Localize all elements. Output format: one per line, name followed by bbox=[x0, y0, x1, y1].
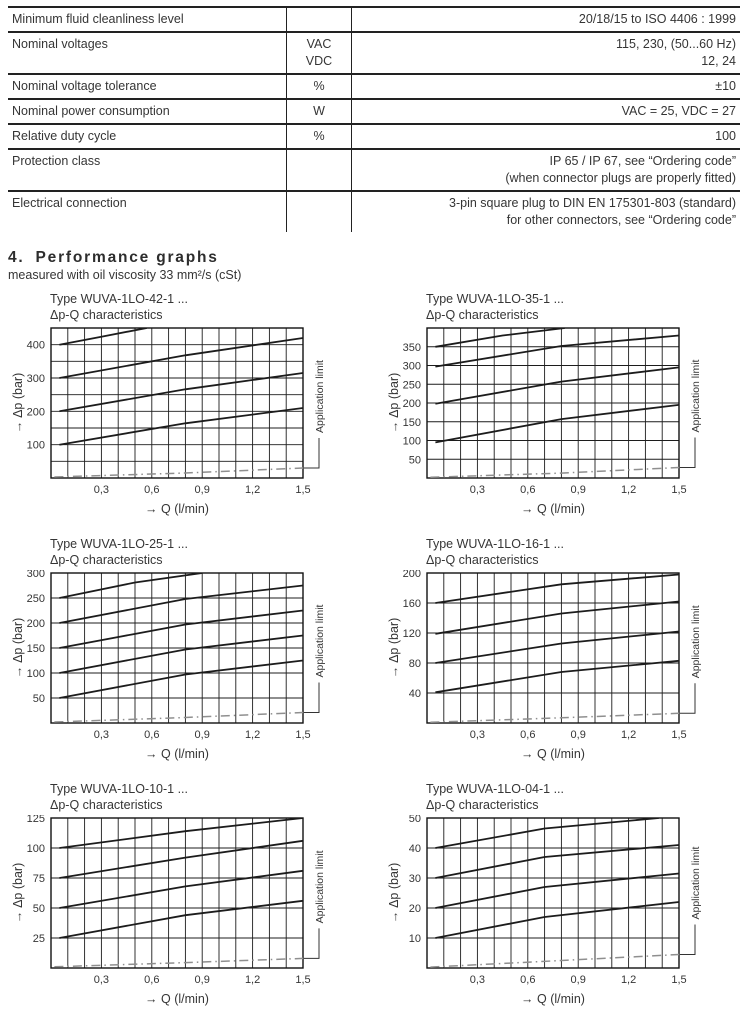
curves bbox=[59, 328, 303, 445]
curve-30bar bbox=[435, 845, 679, 878]
y-tick-label: 125 bbox=[26, 815, 45, 825]
y-tick-label: 50 bbox=[32, 903, 45, 915]
spec-value-line: VAC = 25, VDC = 27 bbox=[621, 104, 736, 118]
spec-label: Nominal voltage tolerance bbox=[12, 79, 157, 93]
x-tick-label: 0,3 bbox=[93, 974, 110, 986]
x-tick-label: 1,5 bbox=[295, 729, 311, 741]
y-axis-label: → Δp (bar) bbox=[11, 617, 25, 679]
section-number: 4. bbox=[8, 249, 25, 266]
spec-label: Nominal power consumption bbox=[12, 104, 170, 118]
chart-title: Type WUVA-1LO-35-1 ... bbox=[426, 292, 565, 306]
spec-unit bbox=[286, 150, 352, 190]
grid bbox=[427, 573, 679, 723]
curve-40bar bbox=[435, 818, 658, 848]
chart-subtitle: Δp-Q characteristics bbox=[50, 553, 163, 567]
x-tick-label: 0,9 bbox=[194, 484, 210, 496]
curve-100bar bbox=[59, 408, 303, 445]
plot-frame bbox=[51, 818, 303, 968]
table-row bbox=[8, 8, 740, 33]
x-tick-label: 1,5 bbox=[671, 729, 687, 741]
x-tick-label: 1,2 bbox=[244, 484, 261, 496]
spec-label: Relative duty cycle bbox=[12, 129, 117, 143]
annotation-leader-line bbox=[304, 683, 319, 713]
curves bbox=[59, 573, 303, 698]
x-tick-label: 0,9 bbox=[194, 729, 210, 741]
spec-value bbox=[352, 8, 740, 31]
y-tick-label: 250 bbox=[26, 593, 45, 605]
x-axis-label: → Q (l/min) bbox=[521, 992, 585, 1006]
y-tick-label: 250 bbox=[402, 379, 421, 392]
curve-200bar bbox=[59, 373, 303, 411]
y-axis-label: → Δp (bar) bbox=[11, 862, 25, 924]
x-tick-label: 0,3 bbox=[469, 484, 486, 496]
y-axis-label: → Δp (bar) bbox=[387, 862, 401, 924]
y-tick-label: 40 bbox=[408, 688, 421, 700]
y-tick-label: 10 bbox=[408, 933, 421, 945]
x-tick-label: 1,5 bbox=[295, 484, 311, 496]
x-tick-label: 0,9 bbox=[570, 729, 586, 741]
chart-plot bbox=[8, 570, 368, 764]
x-tick-label: 0,6 bbox=[520, 974, 536, 986]
plot-frame bbox=[427, 818, 679, 968]
y-tick-label: 300 bbox=[26, 570, 45, 580]
y-tick-label: 200 bbox=[402, 570, 421, 580]
spec-unit-line: % bbox=[313, 129, 325, 143]
performance-graphs bbox=[8, 291, 748, 1009]
spec-value bbox=[352, 75, 740, 98]
spec-unit-line: VAC bbox=[306, 37, 332, 51]
curve-400bar bbox=[59, 328, 146, 345]
curve-25bar bbox=[59, 901, 303, 938]
x-axis-label: → Q (l/min) bbox=[521, 747, 585, 761]
x-tick-label: 0,6 bbox=[144, 484, 160, 496]
chart-wuva-1lo-25-1 bbox=[8, 536, 370, 764]
spec-value bbox=[352, 125, 740, 148]
x-tick-label: 1,2 bbox=[620, 729, 637, 741]
chart-wuva-1lo-16-1 bbox=[384, 536, 746, 764]
spec-value-line: 3-pin square plug to DIN EN 175301-803 (standard) bbox=[449, 196, 736, 210]
spec-label: Minimum fluid cleanliness level bbox=[12, 12, 184, 26]
annotation-leader-line bbox=[304, 438, 319, 468]
y-tick-label: 30 bbox=[408, 873, 421, 885]
chart-wuva-1lo-35-1 bbox=[384, 291, 746, 519]
y-tick-label: 200 bbox=[26, 618, 45, 630]
x-tick-label: 1,5 bbox=[295, 974, 311, 986]
y-tick-label: 150 bbox=[402, 416, 421, 429]
y-tick-label: 25 bbox=[32, 933, 45, 945]
spec-unit-line: % bbox=[313, 79, 325, 93]
y-tick-label: 120 bbox=[402, 628, 421, 640]
chart-title: Type WUVA-1LO-10-1 ... bbox=[50, 782, 189, 796]
x-tick-label: 0,3 bbox=[93, 729, 110, 741]
y-tick-label: 300 bbox=[402, 360, 421, 373]
x-tick-label: 1,2 bbox=[244, 729, 261, 741]
curve-160bar bbox=[435, 575, 679, 604]
application-limit-line bbox=[430, 468, 679, 478]
y-tick-label: 50 bbox=[32, 693, 45, 705]
chart-title: Type WUVA-1LO-16-1 ... bbox=[426, 537, 565, 551]
y-tick-label: 150 bbox=[26, 643, 45, 655]
chart-subtitle: Δp-Q characteristics bbox=[50, 798, 163, 812]
curve-200bar bbox=[435, 367, 679, 403]
y-tick-label: 400 bbox=[26, 339, 45, 352]
curve-120bar bbox=[435, 602, 679, 634]
spec-value-line: 100 bbox=[715, 129, 736, 143]
chart-subtitle: Δp-Q characteristics bbox=[426, 798, 539, 812]
curve-300bar bbox=[59, 338, 303, 378]
curves bbox=[435, 328, 679, 442]
grid bbox=[51, 328, 303, 478]
y-tick-label: 100 bbox=[26, 843, 45, 855]
x-tick-label: 0,6 bbox=[144, 729, 160, 741]
curve-350bar bbox=[435, 328, 564, 347]
y-tick-label: 100 bbox=[26, 668, 45, 680]
table-row bbox=[8, 33, 740, 75]
grid bbox=[427, 818, 679, 968]
curve-50bar bbox=[59, 871, 303, 908]
application-limit-line bbox=[54, 468, 303, 477]
x-axis-label: → Q (l/min) bbox=[145, 747, 209, 761]
spec-unit-line: VDC bbox=[305, 54, 333, 68]
chart-subtitle: Δp-Q characteristics bbox=[426, 553, 539, 567]
x-axis-label: → Q (l/min) bbox=[145, 502, 209, 516]
y-tick-label: 160 bbox=[402, 598, 421, 610]
application-limit-label: Application limit bbox=[314, 850, 326, 924]
spec-table bbox=[8, 6, 740, 232]
chart-plot bbox=[384, 325, 744, 519]
y-axis-label: → Δp (bar) bbox=[387, 372, 401, 434]
spec-value-line: (when connector plugs are properly fitted) bbox=[505, 171, 736, 185]
x-tick-label: 0,6 bbox=[144, 974, 160, 986]
x-tick-label: 1,2 bbox=[244, 974, 261, 986]
x-tick-label: 0,3 bbox=[93, 484, 110, 496]
chart-subtitle: Δp-Q characteristics bbox=[50, 308, 163, 322]
y-tick-label: 50 bbox=[408, 454, 421, 467]
x-tick-label: 0,3 bbox=[469, 974, 486, 986]
application-limit-line bbox=[54, 713, 303, 723]
application-limit-label: Application limit bbox=[690, 359, 702, 433]
spec-unit bbox=[286, 192, 352, 232]
chart-subtitle: Δp-Q characteristics bbox=[426, 308, 539, 322]
spec-value-line: ±10 bbox=[715, 79, 736, 93]
x-tick-label: 0,3 bbox=[469, 729, 486, 741]
y-tick-label: 80 bbox=[408, 658, 421, 670]
table-row bbox=[8, 125, 740, 150]
grid bbox=[427, 328, 679, 478]
x-tick-label: 0,9 bbox=[570, 484, 586, 496]
application-limit-label: Application limit bbox=[690, 846, 702, 920]
annotation-leader-line bbox=[304, 928, 319, 958]
datasheet-page bbox=[0, 6, 748, 1006]
spec-unit bbox=[286, 8, 352, 31]
section-title: Performance graphs bbox=[35, 249, 219, 266]
section-subtitle: measured with oil viscosity 33 mm²/s (cSt) bbox=[8, 268, 242, 282]
table-row bbox=[8, 75, 740, 100]
x-tick-label: 0,9 bbox=[194, 974, 210, 986]
annotation-leader-line bbox=[680, 438, 695, 468]
x-tick-label: 1,2 bbox=[620, 974, 637, 986]
chart-plot bbox=[8, 815, 368, 1009]
y-tick-label: 40 bbox=[408, 843, 421, 855]
spec-value bbox=[352, 100, 740, 123]
x-axis-label: → Q (l/min) bbox=[521, 502, 585, 516]
curve-20bar bbox=[435, 874, 679, 909]
table-row bbox=[8, 150, 740, 192]
spec-value-line: for other connectors, see “Ordering code” bbox=[506, 213, 736, 227]
curve-75bar bbox=[59, 841, 303, 878]
curve-100bar bbox=[59, 818, 303, 848]
x-tick-label: 0,9 bbox=[570, 974, 586, 986]
chart-title: Type WUVA-1LO-25-1 ... bbox=[50, 537, 189, 551]
curve-250bar bbox=[59, 573, 202, 598]
y-tick-label: 20 bbox=[408, 903, 421, 915]
curve-80bar bbox=[435, 632, 679, 664]
chart-plot bbox=[8, 325, 368, 519]
grid bbox=[51, 818, 303, 968]
spec-value-line: IP 65 / IP 67, see “Ordering code” bbox=[549, 154, 736, 168]
x-axis-label: → Q (l/min) bbox=[145, 992, 209, 1006]
chart-plot bbox=[384, 570, 744, 764]
y-tick-label: 200 bbox=[26, 406, 45, 419]
application-limit-label: Application limit bbox=[314, 360, 326, 433]
x-tick-label: 1,5 bbox=[671, 974, 687, 986]
y-tick-label: 200 bbox=[402, 398, 421, 410]
y-tick-label: 350 bbox=[402, 341, 421, 354]
y-tick-label: 75 bbox=[32, 873, 45, 885]
spec-value-line: 115, 230, (50...60 Hz) bbox=[616, 37, 736, 51]
application-limit-label: Application limit bbox=[314, 604, 326, 678]
table-row bbox=[8, 192, 740, 232]
spec-unit bbox=[286, 125, 352, 148]
chart-title: Type WUVA-1LO-42-1 ... bbox=[50, 292, 189, 306]
spec-label: Protection class bbox=[12, 154, 101, 168]
annotation-leader-line bbox=[680, 925, 695, 955]
y-tick-label: 100 bbox=[26, 439, 45, 452]
spec-value bbox=[352, 150, 740, 190]
curve-40bar bbox=[435, 661, 679, 693]
spec-unit bbox=[286, 75, 352, 98]
spec-label: Electrical connection bbox=[12, 196, 127, 210]
spec-value bbox=[352, 33, 740, 73]
plot-frame bbox=[51, 328, 303, 478]
application-limit-line bbox=[54, 958, 303, 966]
y-tick-label: 50 bbox=[408, 815, 421, 825]
spec-value bbox=[352, 192, 740, 232]
grid bbox=[51, 573, 303, 723]
x-tick-label: 0,6 bbox=[520, 729, 536, 741]
x-tick-label: 1,5 bbox=[671, 484, 687, 496]
spec-label: Nominal voltages bbox=[12, 37, 108, 51]
y-axis-label: → Δp (bar) bbox=[11, 372, 25, 434]
application-limit-label: Application limit bbox=[690, 605, 702, 679]
y-axis-label: → Δp (bar) bbox=[387, 617, 401, 679]
chart-plot bbox=[384, 815, 744, 1009]
x-tick-label: 0,6 bbox=[520, 484, 536, 496]
section-heading bbox=[8, 249, 740, 267]
curve-100bar bbox=[435, 405, 679, 443]
y-tick-label: 300 bbox=[26, 373, 45, 385]
spec-unit-line: W bbox=[313, 104, 325, 118]
table-row bbox=[8, 100, 740, 125]
spec-unit bbox=[286, 100, 352, 123]
curve-10bar bbox=[435, 902, 679, 938]
spec-value-line: 12, 24 bbox=[701, 54, 736, 68]
chart-title: Type WUVA-1LO-04-1 ... bbox=[426, 782, 565, 796]
plot-frame bbox=[427, 573, 679, 723]
annotation-leader-line bbox=[680, 683, 695, 713]
spec-unit bbox=[286, 33, 352, 73]
chart-wuva-1lo-42-1 bbox=[8, 291, 370, 519]
chart-wuva-1lo-04-1 bbox=[384, 781, 746, 1009]
y-tick-label: 100 bbox=[402, 435, 421, 448]
chart-wuva-1lo-10-1 bbox=[8, 781, 370, 1009]
application-limit-line bbox=[430, 713, 679, 722]
application-limit-line bbox=[430, 955, 679, 968]
spec-value-line: 20/18/15 to ISO 4406 : 1999 bbox=[578, 12, 736, 26]
x-tick-label: 1,2 bbox=[620, 484, 637, 496]
